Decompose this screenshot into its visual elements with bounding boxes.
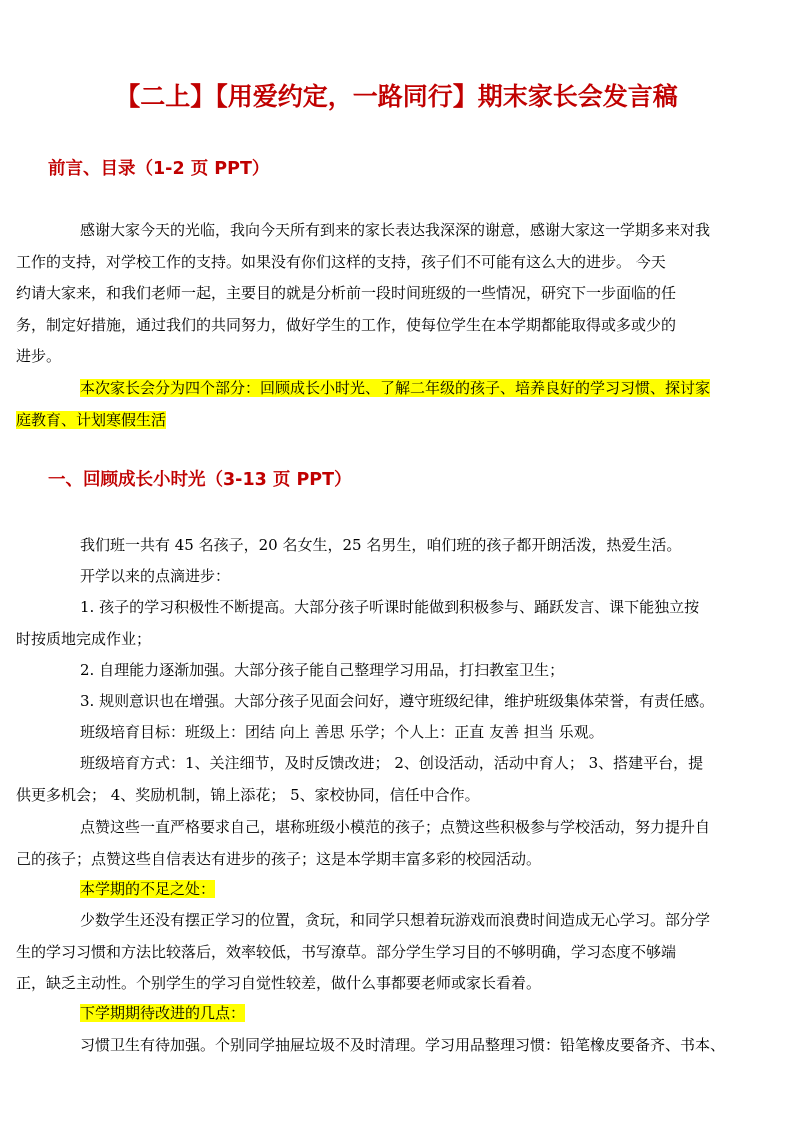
praise-line: 己的孩子；点赞这些自信表达有进步的孩子；这是本学期丰富多彩的校园活动。 xyxy=(16,849,542,868)
shortcoming-paragraph xyxy=(16,905,745,1000)
improve-label: 下学期期待改进的几点： xyxy=(80,1004,246,1022)
intro-p1-line: 感谢大家今天的光临，我向今天所有到来的家长表达我深深的谢意，感谢大家这一学期多来对我 xyxy=(80,221,711,239)
shortcoming-line: 生的学习习惯和方法比较落后，效率较低，书写潦草。部分学生学习目的不够明确，学习态度不够端 xyxy=(16,942,677,961)
progress-intro: 开学以来的点滴进步： xyxy=(80,567,231,585)
intro-paragraph-1 xyxy=(16,215,745,373)
shortcoming-line: 正，缺乏主动性。个别学生的学习自觉性较差，做什么事都要老师或家长看着。 xyxy=(16,974,542,992)
praise-line: 点赞这些一直严格要求自己，堪称班级小模范的孩子；点赞这些积极参与学校活动，努力提升自 xyxy=(80,818,711,836)
document-title: 【二上】【用爱约定，一路同行】期末家长会发言稿 xyxy=(115,82,678,111)
shortcoming-label: 本学期的不足之处： xyxy=(80,880,216,898)
improve-paragraph: 习惯卫生有待加强。个别同学抽屉垃圾不及时清理。学习用品整理习惯：铅笔橡皮要备齐、书本、 xyxy=(80,1036,726,1054)
intro-p1-line: 约请大家来，和我们老师一起，主要目的就是分析前一段时间班级的一些情况，研究下一步面临的任 xyxy=(16,284,677,302)
agenda-line: 庭教育、计划寒假生活 xyxy=(16,410,167,429)
section-heading-intro: 前言、目录（1-2 页 PPT） xyxy=(48,159,270,179)
intro-p1-line: 务，制定好措施，通过我们的共同努力，做好学生的工作，使每位学生在本学期都能取得或多或少的 xyxy=(16,315,677,334)
shortcoming-line: 少数学生还没有摆正学习的位置，贪玩，和同学只想着玩游戏而浪费时间造成无心学习。部分学 xyxy=(80,911,711,929)
section-heading-part1: 一、回顾成长小时光（3-13 页 PPT） xyxy=(48,470,352,490)
intro-p1-line: 工作的支持，对学校工作的支持。如果没有你们这样的支持，孩子们不可能有这么大的进步。 今天 xyxy=(16,252,666,271)
class-method-line: 供更多机会； 4、奖励机制，锦上添花； 5、家校协同，信任中合作。 xyxy=(16,785,480,804)
progress-item-line: 1. 孩子的学习积极性不断提高。大部分孩子听课时能做到积极参与、踊跃发言、课下能独立按 xyxy=(80,598,700,616)
class-info: 我们班一共有 45 名孩子，20 名女生，25 名男生，咱们班的孩子都开朗活泼，热爱生活。 xyxy=(80,536,682,554)
praise-paragraph xyxy=(16,812,745,875)
intro-p1-line: 进步。 xyxy=(16,347,62,365)
progress-item-3: 3. 规则意识也在增强。大部分孩子见面会问好，遵守班级纪律，维护班级集体荣誉，有责任感。 xyxy=(80,692,715,710)
class-method xyxy=(16,748,745,811)
progress-item-2: 2. 自理能力逐渐加强。大部分孩子能自己整理学习用品，打扫教室卫生； xyxy=(80,661,565,679)
class-method-line: 班级培育方式：1、关注细节，及时反馈改进； 2、创设活动，活动中育人； 3、搭建平台，提 xyxy=(80,754,704,772)
intro-agenda-highlight xyxy=(16,373,745,436)
progress-item-1 xyxy=(16,592,745,655)
class-goal: 班级培育目标：班级上：团结 向上 善思 乐学；个人上：正直 友善 担当 乐观。 xyxy=(80,723,604,741)
progress-item-line: 时按质地完成作业； xyxy=(16,629,152,648)
agenda-line: 本次家长会分为四个部分：回顾成长小时光、了解二年级的孩子、培养良好的学习习惯、探讨家 xyxy=(80,379,711,397)
